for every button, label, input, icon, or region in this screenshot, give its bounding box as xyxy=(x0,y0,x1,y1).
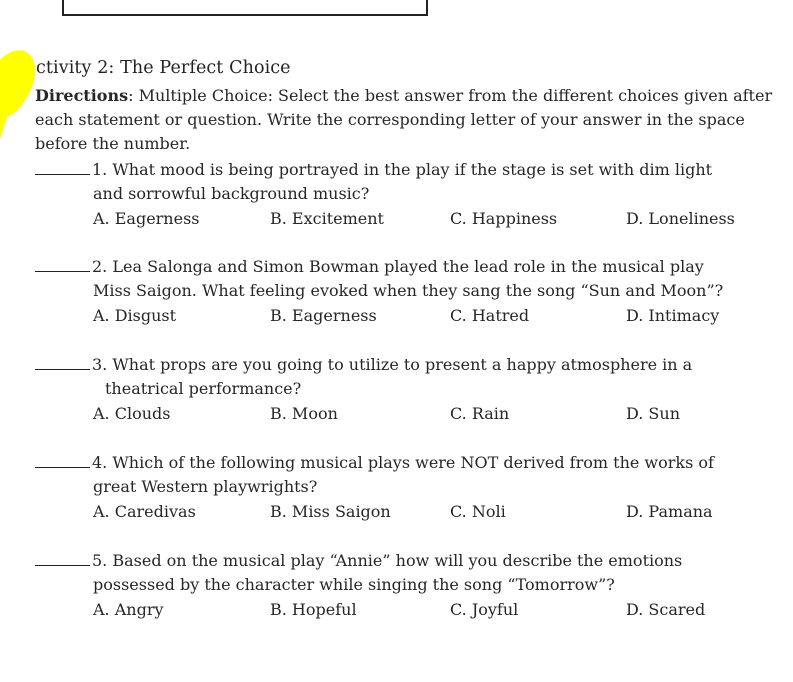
choice-d: D. Intimacy xyxy=(626,306,720,325)
choice-d: D. Pamana xyxy=(626,502,713,521)
choice-c: C. Hatred xyxy=(450,306,530,325)
question-number: 1. xyxy=(92,160,108,179)
choice-a: A. Eagerness xyxy=(93,209,200,228)
question-2 xyxy=(35,255,790,329)
question-5 xyxy=(35,549,790,623)
choice-a: A. Disgust xyxy=(93,306,177,325)
choice-a: A. Caredivas xyxy=(93,502,196,521)
choice-b: B. Excitement xyxy=(270,209,384,228)
choice-b: B. Moon xyxy=(270,404,338,423)
question-number: 5. xyxy=(92,551,108,570)
activity-title: ctivity 2: The Perfect Choice xyxy=(36,58,291,78)
choice-b: B. Miss Saigon xyxy=(270,502,391,521)
question-text: What mood is being portrayed in the play if the stage is set with dim light xyxy=(112,160,713,179)
question-text-continued: great Western playwrights? xyxy=(93,477,318,496)
directions-text: : Multiple Choice: Select the best answer from the different choices given after each statement or question. Write the corresponding letter of your answer in the space before the number. xyxy=(35,86,773,153)
question-number: 2. xyxy=(92,257,108,276)
answer-blank-2[interactable] xyxy=(35,256,90,272)
choice-a: A. Angry xyxy=(93,600,164,619)
question-number: 4. xyxy=(92,453,108,472)
directions xyxy=(35,84,785,156)
question-text: What props are you going to utilize to present a happy atmosphere in a xyxy=(112,355,693,374)
choices xyxy=(35,499,790,525)
question-text-continued: and sorrowful background music? xyxy=(93,184,370,203)
choice-b: B. Hopeful xyxy=(270,600,357,619)
choices xyxy=(35,597,790,623)
choice-d: D. Loneliness xyxy=(626,209,735,228)
answer-blank-3[interactable] xyxy=(35,354,90,370)
choices xyxy=(35,401,790,427)
choice-d: D. Sun xyxy=(626,404,680,423)
choices xyxy=(35,206,790,232)
choice-c: C. Noli xyxy=(450,502,506,521)
question-text: Based on the musical play “Annie” how will you describe the emotions xyxy=(112,551,683,570)
choices xyxy=(35,303,790,329)
choice-c: C. Happiness xyxy=(450,209,558,228)
top-answer-box xyxy=(62,0,428,16)
question-text-continued: possessed by the character while singing the song “Tomorrow”? xyxy=(93,575,615,594)
question-3 xyxy=(35,353,790,427)
directions-label: Directions xyxy=(35,86,129,105)
choice-c: C. Rain xyxy=(450,404,510,423)
question-4 xyxy=(35,451,790,525)
question-1 xyxy=(35,158,790,232)
question-text-continued: Miss Saigon. What feeling evoked when they sang the song “Sun and Moon”? xyxy=(93,281,724,300)
choice-a: A. Clouds xyxy=(93,404,171,423)
answer-blank-1[interactable] xyxy=(35,159,90,175)
question-text-continued: theatrical performance? xyxy=(105,379,302,398)
question-text: Which of the following musical plays were NOT derived from the works of xyxy=(112,453,714,472)
choice-d: D. Scared xyxy=(626,600,706,619)
choice-c: C. Joyful xyxy=(450,600,519,619)
question-text: Lea Salonga and Simon Bowman played the lead role in the musical play xyxy=(112,257,704,276)
answer-blank-4[interactable] xyxy=(35,452,90,468)
answer-blank-5[interactable] xyxy=(35,550,90,566)
question-number: 3. xyxy=(92,355,108,374)
choice-b: B. Eagerness xyxy=(270,306,377,325)
